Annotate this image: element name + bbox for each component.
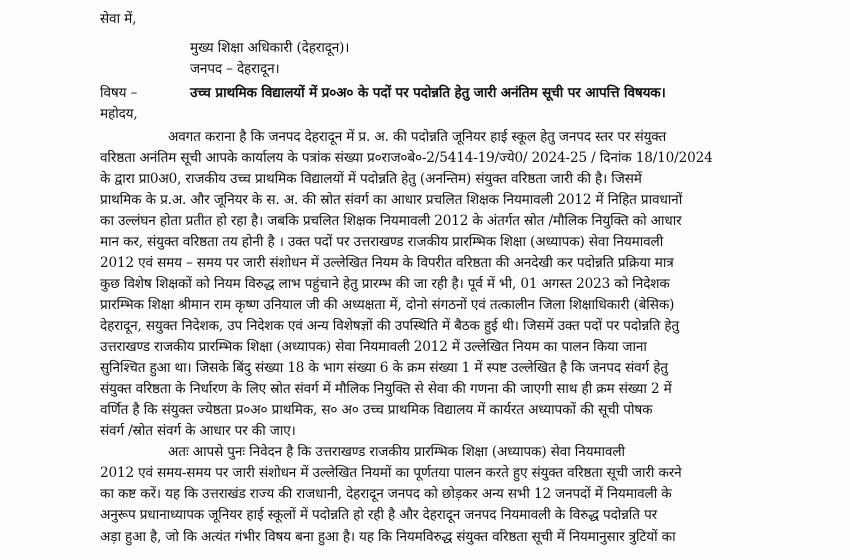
body-line: 2012 एवं समय-समय पर जारी संशोधन में उल्लेखित नियमों का पूर्णतया पालन करते हुए संयुक्त वरिष्ठता सूची जारी करने [100,465,682,481]
body-line: संयुक्त वरिष्ठता के निर्धारण के लिए स्रोत संवर्ग में मौलिक नियुक्ति से सेवा की गणना की जाएगी साथ ही क्रम संख्या 2 में [100,381,672,397]
body-line: 2012 एवं समय – समय पर जारी संशोधन में उल्लेखित नियम के विपरीत वरिष्ठता की अनदेखी कर पदोन्नति प्रक्रिया मात्र [100,255,674,271]
body-line: कुछ विशेष शिक्षकों को नियम विरुद्ध लाभ पहुंचाने हेतु प्रारम्भ की जा रही है। पूर्व में भी, 01 अगस्त 2023 को निदेशक [100,276,670,292]
recipient-title: मुख्य शिक्षा अधिकारी (देहरादून)। [190,40,350,56]
body-line: संवर्ग /स्रोत संवर्ग के आधार पर की जाए। [100,423,296,439]
subject-text: उच्च प्राथमिक विद्यालयों में प्र०अ० के पदों पर पदोन्नति हेतु जारी अनंतिम सूची पर आपत्ति विषयक। [190,85,666,101]
recipient-district: जनपद – देहरादून। [190,61,280,77]
body-line: मान कर, संयुक्त वरिष्ठता तय होनी है । उक्त पदों पर उत्तराखण्ड राजकीय प्रारम्भिक शिक्षा (अध्यापक) सेवा नियमावली [100,234,664,250]
body-line: अनुरूप प्रधानाध्यापक जूनियर हाई स्कूलों में पदोन्नति हो रही है और देहरादून जनपद नियमावली के विरुद्ध पदोन्नति पर [100,507,658,523]
subject-label: विषय – [100,85,138,101]
body-line: का उल्लंघन होता प्रतीत हो रहा है। जबकि प्रचलित शिक्षक नियमावली 2012 के अंतर्गत स्रोत /मौलिक नियुक्ति को आधार [100,213,682,229]
body-line: अवगत कराना है कि जनपद देहरादून में प्र. अ. की पदोन्नति जूनियर हाई स्कूल हेतु जनपद स्तर पर संयुक्त [168,129,667,145]
body-line: अतः आपसे पुनः निवेदन है कि उत्तराखण्ड राजकीय प्रारम्भिक शिक्षा (अध्यापक) सेवा नियमावली [168,444,625,460]
body-line: वर्णित है कि संयुक्त ज्येष्ठता प्र०अ० प्राथमिक, स० अ० उच्च प्राथमिक विद्यालय में कार्यरत अध्यापकों की सूची पोषक [100,402,653,418]
salutation: सेवा में, [100,11,137,27]
body-line: प्रारम्भिक शिक्षा श्रीमान राम कृष्ण उनियाल जी की अध्यक्षता में, दोनो संगठनों एवं तत्कालीन जिला शिक्षाधिकारी (बेसिक) [100,297,675,313]
body-line: प्राथमिक के प्र.अ. और जूनियर के स. अ. की स्रोत संवर्ग का आधार प्रचलित शिक्षक नियमावली 2012 में निहित प्रावधानों [100,192,683,208]
greeting: महोदय, [100,106,138,122]
body-line: सुनिश्चित हुआ था। जिसके बिंदु संख्या 18 के भाग संख्या 6 के क्रम संख्या 1 में स्पष्ट उल्लेखित है कि जनपद संवर्ग हेतु [100,360,668,376]
body-line: वरिष्ठता अनंतिम सूची आपके कार्यालय के पत्रांक संख्या प्र०राज०बे०-2/5414-19/ज्ये0/ 2024-25 / दिनांक 18/10/2024 [100,150,713,166]
body-line: का कष्ट करें। यह कि उत्तराखंड राज्य की राजधानी, देहरादून जनपद को छोड़कर अन्य सभी 12 जनपदों में नियमावली के [100,486,672,502]
body-line: के द्वारा प्रा0अ0, राजकीय उच्च प्राथमिक विद्यालयों में पदोन्नति हेतु (अनन्तिम) संयुक्त वरिष्ठता जारी की है। जिसमें [100,171,642,187]
body-line: देहरादून, सयुक्त निदेशक, उप निदेशक एवं अन्य विशेषज्ञों की उपस्थिति में बैठक हुई थी। जिसमें उक्त पदों पर पदोन्नति हेतु [100,318,680,334]
body-line: अड़ा हुआ है, जो कि अत्यंत गंभीर विषय बना हुआ है। यह कि नियमविरुद्ध संयुक्त वरिष्ठता सूची में नियमानुसार त्रुटियों का [100,529,676,545]
body-line: उत्तराखण्ड राजकीय प्रारम्भिक शिक्षा (अध्यापक) सेवा नियमावली 2012 में उल्लेखित नियम का पालन किया जाना [100,339,647,355]
